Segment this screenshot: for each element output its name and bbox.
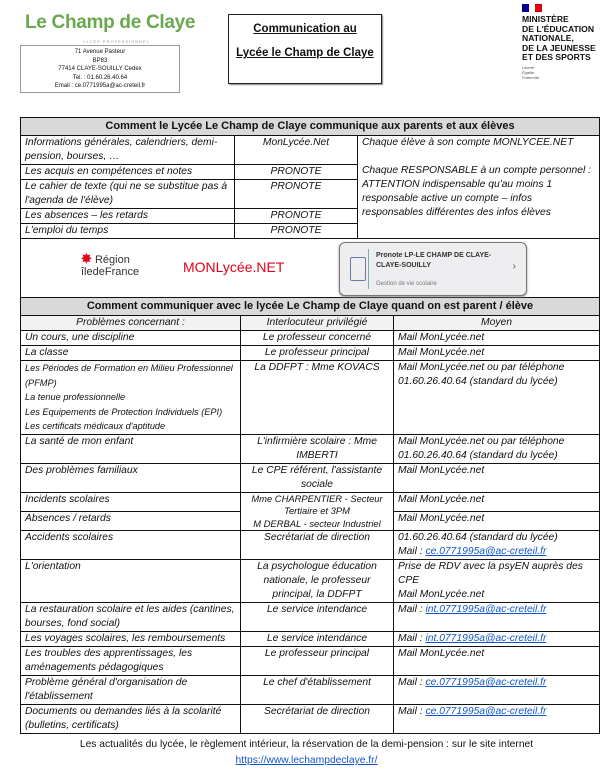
means-text: Mail :	[398, 677, 426, 688]
region-idf-logo	[81, 253, 159, 278]
column-header-problems: Problèmes concernant :	[21, 316, 241, 331]
section2-title: Comment communiquer avec le lycée Le Champ de Claye quand on est parent / élève	[21, 298, 600, 316]
topic-cell: Des problèmes familiaux	[21, 463, 241, 492]
email-link[interactable]: ce.0771995a@ac-creteil.fr	[425, 546, 547, 557]
means-line	[398, 705, 595, 719]
note-student: Chaque élève à son compte MONLYCEE.NET	[362, 137, 574, 148]
means-text: Mail MonLycée.net	[398, 464, 485, 476]
means-cell	[394, 492, 600, 511]
contact-cell: Secrétariat de direction	[241, 705, 394, 734]
column-header-means: Moyen	[394, 316, 600, 331]
means-text: Mail :	[398, 633, 426, 644]
tool-cell: PRONOTE	[235, 224, 358, 239]
logos-area	[20, 239, 600, 297]
contact-cell: Le service intendance	[241, 603, 394, 632]
address-email: Email : ce.0771995a@ac-creteil.fr	[54, 83, 146, 89]
means-text: Mail MonLycée.net	[398, 493, 485, 505]
means-text: Mail MonLycée.net ou par téléphone 01.60.26.40.64 (standard du lycée)	[398, 435, 565, 461]
means-text: Mail MonLycée.net ou par téléphone 01.60.26.40.64 (standard du lycée)	[398, 362, 565, 387]
ministry-motto: Liberté Égalité Fraternité	[522, 64, 540, 80]
means-cell	[394, 560, 600, 603]
table-row	[21, 531, 600, 560]
means-text: Mail :	[398, 706, 426, 717]
means-line	[398, 545, 595, 559]
region-logo-text: Région îledeFrance	[81, 254, 140, 278]
title-box	[228, 14, 382, 84]
footer	[0, 734, 613, 769]
topic-cell: Les acquis en compétences et notes	[21, 165, 235, 180]
school-logo-name: Le Champ de Claye	[25, 12, 196, 33]
tool-cell: PRONOTE	[235, 165, 358, 180]
topic-cell: Accidents scolaires	[21, 531, 241, 560]
topic-cell: Les voyages scolaires, les remboursements	[21, 632, 241, 647]
table-row	[21, 361, 600, 435]
card-divider	[368, 249, 369, 289]
chevron-right-icon: ›	[512, 261, 516, 272]
topic-cell: La classe	[21, 346, 241, 361]
means-line	[398, 676, 595, 690]
school-logo	[25, 8, 195, 44]
table-row	[21, 676, 600, 705]
topic-cell: Informations générales, calendriers, demi-pension, bourses, …	[21, 136, 235, 165]
tool-cell: PRONOTE	[235, 180, 358, 209]
table-row	[21, 136, 600, 165]
ministry-name: MINISTÈRE DE L'ÉDUCATION NATIONALE, DE LA JEUNESSE ET DES SPORTS	[522, 14, 596, 62]
topic-cell: Incidents scolaires	[21, 492, 241, 511]
french-flag-icon	[522, 4, 542, 12]
means-text: Mail MonLycée.net	[398, 512, 485, 524]
note-parent: Chaque RESPONSABLE à un compte personnel : ATTENTION indispensable qu'au moins 1 responsable active un compte – infos responsables différentes des infos élèves	[362, 165, 591, 218]
content-flow	[20, 117, 600, 769]
monlycee-logo	[183, 259, 284, 275]
means-line	[398, 464, 595, 478]
email-link[interactable]: int.0771995a@ac-creteil.fr	[425, 633, 547, 644]
address-street: 71 Avenue Pasteur	[74, 49, 126, 55]
contact-cell: Le CPE référent, l'assistante sociale	[241, 463, 394, 492]
means-text: Mail MonLycée.net	[398, 332, 485, 343]
means-line	[398, 435, 595, 463]
topic-cell: Les absences – les retards	[21, 209, 235, 224]
topic-cell: Absences / retards	[21, 511, 241, 530]
title-line-1: Communication au	[253, 23, 357, 35]
means-cell	[394, 531, 600, 560]
means-text: 01.60.26.40.64 (standard du lycée)	[398, 532, 558, 543]
topic-cell: Les troubles des apprentissages, les aménagements pédagogiques	[21, 647, 241, 676]
means-cell	[394, 603, 600, 632]
contact-cell: L'infirmière scolaire : Mme IMBERTI	[241, 434, 394, 463]
table-row	[21, 492, 600, 511]
notebook-icon	[350, 257, 366, 281]
tool-cell: MonLycée.Net	[235, 136, 358, 165]
means-line	[398, 331, 595, 345]
tool-cell: PRONOTE	[235, 209, 358, 224]
table-row	[21, 603, 600, 632]
means-text: Mail MonLycée.net	[398, 648, 485, 659]
school-logo-subtitle: LYCÉE PROFESSIONNEL	[83, 39, 150, 44]
section1-table	[20, 117, 600, 239]
means-cell	[394, 434, 600, 463]
column-header-contact: Interlocuteur privilégié	[241, 316, 394, 331]
means-line	[398, 588, 595, 602]
pronote-card-title: Pronote LP-LE CHAMP DE CLAYE-CLAYE-SOUILLY	[376, 252, 492, 269]
address-bp: BP83	[92, 57, 108, 64]
contact-cell: Secrétariat de direction	[241, 531, 394, 560]
topic-cell: Un cours, une discipline	[21, 331, 241, 346]
contact-cell: Mme CHARPENTIER - Secteur Tertiaire et 3PM M DERBAL - secteur Industriel	[241, 492, 394, 531]
means-line	[398, 632, 595, 646]
contact-cell: Le chef d'établissement	[241, 676, 394, 705]
means-cell	[394, 705, 600, 734]
contact-cell: Le professeur concerné	[241, 331, 394, 346]
table-row	[21, 346, 600, 361]
topic-cell: L'emploi du temps	[21, 224, 235, 239]
address-city: 77414 CLAYE-SOUILLY Cedex	[58, 66, 142, 72]
topic-cell: La santé de mon enfant	[21, 434, 241, 463]
table-row	[21, 434, 600, 463]
means-text: Mail :	[398, 604, 426, 615]
contact-cell: Le professeur principal	[241, 346, 394, 361]
address-box	[20, 45, 180, 93]
contact-cell: La DDFPT : Mme KOVACS	[241, 361, 394, 435]
contact-cell: Le professeur principal	[241, 647, 394, 676]
topic-cell: Problème général d'organisation de l'établissement	[21, 676, 241, 705]
table-row	[21, 647, 600, 676]
pronote-card-subtitle: Gestion de vie scolaire	[376, 281, 437, 287]
notes-cell	[358, 136, 600, 239]
means-text: Mail :	[398, 546, 426, 557]
table-row	[21, 463, 600, 492]
means-text: Mail MonLycée.net	[398, 589, 485, 600]
means-cell	[394, 511, 600, 530]
means-line	[398, 361, 595, 389]
monlycee-logo-text: MONLycée.NET	[183, 259, 285, 275]
means-cell	[394, 632, 600, 647]
email-link[interactable]: int.0771995a@ac-creteil.fr	[425, 604, 547, 615]
section1-title: Comment le Lycée Le Champ de Claye communique aux parents et aux élèves	[21, 118, 600, 136]
means-cell	[394, 463, 600, 492]
means-cell	[394, 676, 600, 705]
pronote-card[interactable]	[339, 242, 527, 296]
email-link[interactable]: ce.0771995a@ac-creteil.fr	[425, 706, 547, 717]
footer-text: Les actualités du lycée, le règlement intérieur, la réservation de la demi-pension : sur le site internet	[79, 739, 534, 750]
means-cell	[394, 647, 600, 676]
title-line-2: Lycée le Champ de Claye	[236, 47, 374, 59]
means-line	[398, 493, 595, 507]
means-line	[398, 647, 595, 661]
means-text: Mail MonLycée.net	[398, 347, 485, 358]
means-cell	[394, 331, 600, 346]
topic-cell: La restauration scolaire et les aides (cantines, bourses, fond social)	[21, 603, 241, 632]
means-line	[398, 560, 595, 588]
table-row	[21, 705, 600, 734]
website-link[interactable]: https://www.lechampdeclaye.fr/	[235, 755, 378, 766]
address-phone: Tel. : 01.60.26.40.64	[72, 74, 128, 81]
topic-cell: Documents ou demandes liés à la scolarité (bulletins, certificats)	[21, 705, 241, 734]
region-star-icon: ✸	[81, 251, 92, 266]
means-line	[398, 512, 595, 526]
contact-cell: La psychologue éducation nationale, le professeur principal, la DDFPT	[241, 560, 394, 603]
topic-cell: Le cahier de texte (qui ne se substitue pas à l'agenda de l'élève)	[21, 180, 235, 209]
email-link[interactable]: ce.0771995a@ac-creteil.fr	[425, 677, 547, 688]
means-line	[398, 603, 595, 617]
contact-cell: Le service intendance	[241, 632, 394, 647]
section2-table	[20, 297, 600, 734]
means-line	[398, 346, 595, 360]
topic-cell: Les Périodes de Formation en Milieu Professionnel (PFMP) La tenue professionnelle Les Equipements de Protection Individuels (EPI) Les certificats médicaux d'aptitude	[21, 361, 241, 435]
table-row	[21, 632, 600, 647]
means-line	[398, 531, 595, 545]
means-cell	[394, 361, 600, 435]
table-row	[21, 560, 600, 603]
table-row	[21, 331, 600, 346]
means-cell	[394, 346, 600, 361]
topic-cell: L'orientation	[21, 560, 241, 603]
ministry-logo	[522, 4, 612, 80]
means-text: Prise de RDV avec la psyEN auprès des CPE	[398, 561, 583, 586]
